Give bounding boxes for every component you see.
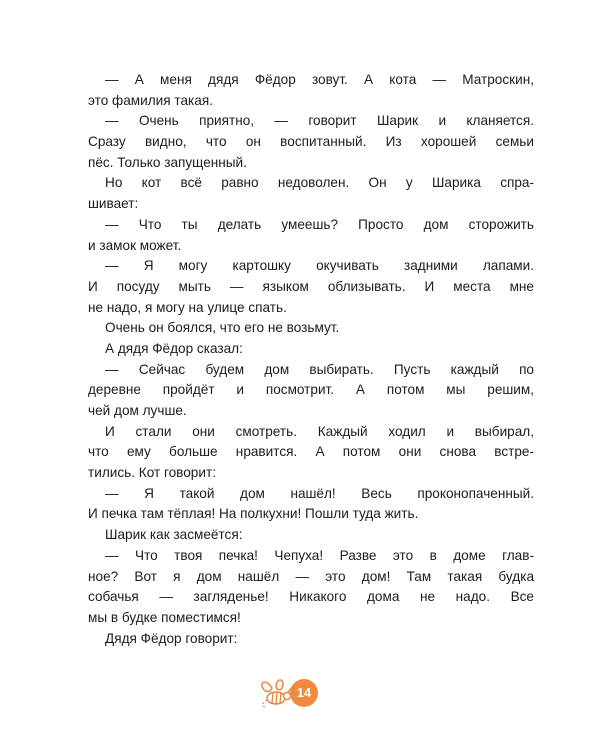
text-line: собачья — загляденье! Никакого дома не надо. Все (88, 589, 534, 605)
text-line: Но кот всё равно недоволен. Он у Шарика спра- (105, 175, 534, 191)
text-line: тились. Кот говорит: (88, 465, 216, 481)
text-line: — А меня дядя Фёдор зовут. А кота — Матроскин, (105, 72, 534, 87)
text-line: что ему больше нравится. А потом они снова встре- (88, 444, 534, 460)
text-line: — Сейчас будем дом выбирать. Пусть каждый по (105, 361, 534, 377)
text-line: Шарик как засмеётся: (105, 527, 243, 543)
story-text (88, 70, 534, 649)
text-line: деревне пройдёт и посмотрит. А потом мы решим, (88, 382, 534, 398)
page-number-area (258, 676, 338, 716)
text-line: Очень он боялся, что его не возьмут. (105, 320, 340, 336)
text-line: И печка там тёплая! На полкухни! Пошли туда жить. (88, 506, 419, 522)
text-line: чей дом лучше. (88, 403, 187, 418)
text-line: Дядя Фёдор говорит: (105, 630, 238, 646)
text-line: И посуду мыть — языком облизывать. И места мне (88, 278, 534, 294)
text-line: ное? Вот я дом нашёл — это дом! Там такая будка (88, 568, 534, 584)
text-line: — Очень приятно, — говорит Шарик и кланяется. (105, 113, 534, 129)
text-line: мы в будке поместимся! (88, 609, 241, 625)
text-line: и замок может. (88, 237, 182, 253)
text-line: Сразу видно, что он воспитанный. Из хорошей семьи (88, 134, 534, 150)
text-line: — Что ты делать умеешь? Просто дом сторожить (105, 216, 534, 232)
text-line: это фамилия такая. (88, 92, 213, 108)
page-number-badge: 14 (290, 679, 318, 707)
text-line: шивает: (88, 196, 139, 212)
text-line: И стали они смотреть. Каждый ходил и выбирал, (105, 423, 534, 439)
text-line: не надо, я могу на улице спать. (88, 299, 287, 315)
text-line: — Я такой дом нашёл! Весь проконопаченный. (105, 485, 534, 501)
text-line: пёс. Только запущенный. (88, 154, 247, 170)
text-line: — Я могу картошку окучивать задними лапами. (105, 258, 534, 274)
text-line: — Что твоя печка! Чепуха! Разве это в доме глав- (105, 547, 534, 563)
text-line: А дядя Фёдор сказал: (105, 340, 243, 356)
